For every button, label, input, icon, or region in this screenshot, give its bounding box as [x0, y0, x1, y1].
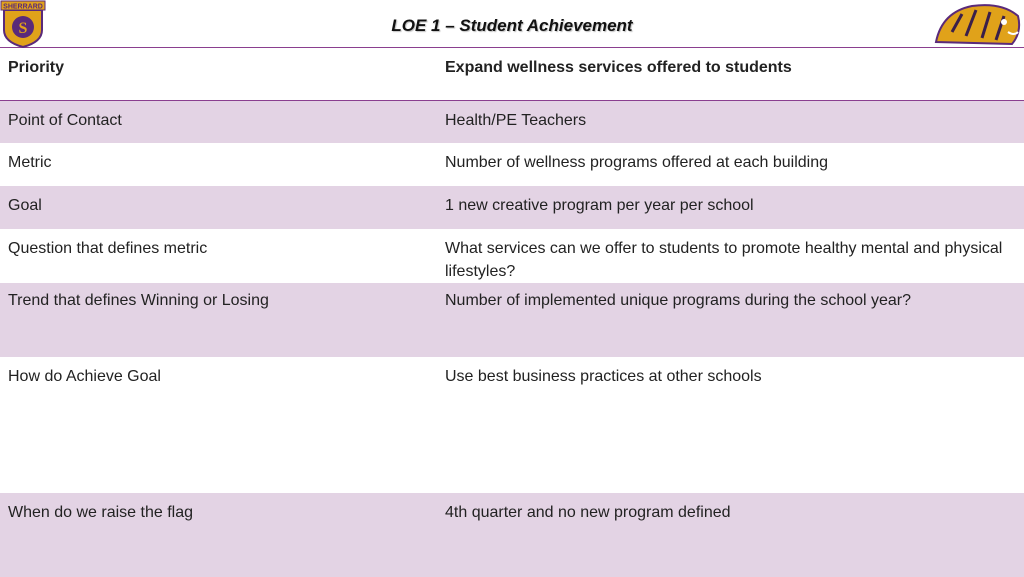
logo-letter: S [18, 20, 28, 37]
row-value: Use best business practices at other schools [445, 368, 762, 385]
row-label: Question that defines metric [8, 240, 208, 257]
table-row-priority [0, 48, 1024, 100]
row-value: Number of wellness programs offered at each building [445, 154, 829, 171]
row-value: 4th quarter and no new program defined [445, 504, 731, 521]
row-label: Metric [8, 154, 52, 171]
table-row-how-achieve [0, 357, 1024, 493]
row-label: When do we raise the flag [8, 504, 193, 521]
row-value: What services can we offer to students to promote healthy mental and physical lifestyles? [445, 240, 1003, 280]
table-row-raise-flag [0, 493, 1024, 577]
table-row-question [0, 229, 1024, 283]
row-label: Point of Contact [8, 111, 122, 129]
logo-banner-text: SHERRARD [3, 3, 43, 11]
table-row-metric [0, 143, 1024, 186]
row-label: Goal [8, 197, 42, 214]
loe-table [0, 48, 1024, 577]
row-value: Expand wellness services offered to students [445, 59, 792, 76]
row-value: Number of implemented unique programs during the school year? [445, 292, 912, 309]
row-label: How do Achieve Goal [8, 368, 161, 385]
table-row-goal [0, 186, 1024, 229]
table-row-point-of-contact [0, 100, 1024, 143]
table-row-trend [0, 283, 1024, 357]
slide-header [0, 0, 1024, 48]
page-title: LOE 1 – Student Achievement [391, 16, 633, 35]
row-label: Trend that defines Winning or Losing [8, 292, 269, 309]
tiger-mascot-icon [932, 2, 1024, 46]
row-value: Health/PE Teachers [445, 111, 587, 129]
row-label: Priority [8, 59, 65, 76]
row-value: 1 new creative program per year per school [445, 197, 754, 214]
